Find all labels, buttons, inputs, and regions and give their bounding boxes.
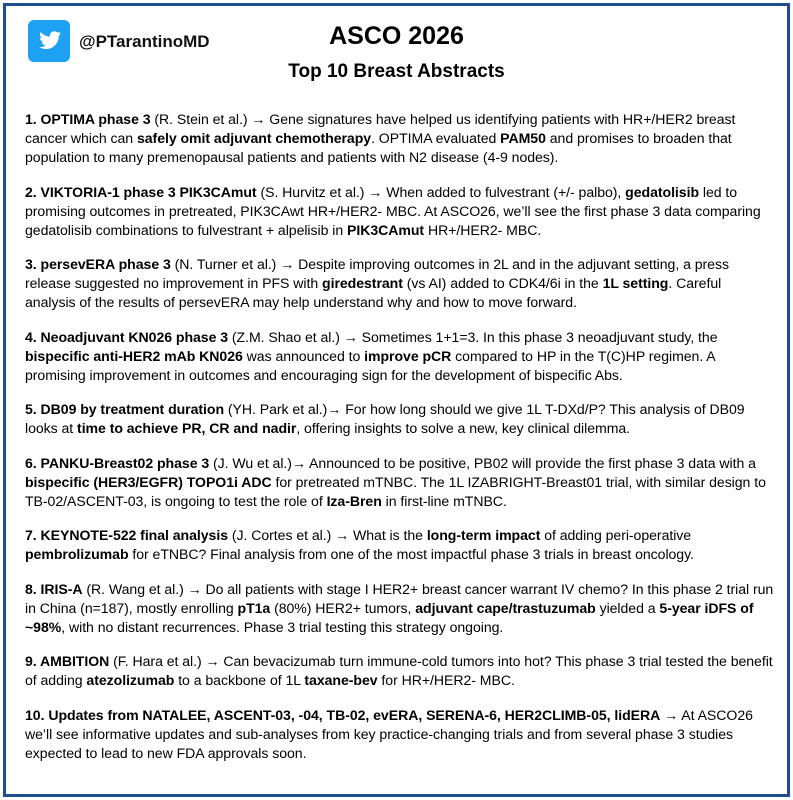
abstract-highlight: DB09 by treatment duration [36,401,225,417]
abstract-highlight: long-term impact [426,527,541,543]
abstract-text: . OPTIMA evaluated [371,130,501,146]
abstract-highlight: safely omit adjuvant chemotherapy [136,130,372,146]
abstract-text: was announced to [242,347,365,364]
abstract-highlight: adjuvant cape/trastuzumab [415,599,596,616]
page-subtitle: Top 10 Breast Abstracts [288,61,505,82]
abstract-text: to a backbone of 1L [174,672,305,688]
abstract-highlight: Updates from NATALEE, ASCENT-03, -04, TB-02, evERA, SERENA-6, HER2CLIMB-05, lidERA [44,706,661,723]
abstract-text: (N. Turner et al.) → Despite improving outcomes in 2L and in the adjuvant setting, a press release suggested no improvement in PFS with [25,256,729,291]
abstract-item [25,580,775,637]
abstract-number: 7. [25,527,37,543]
abstract-text: → At ASCO26 we’ll see informative updates and sub-analyses from key practice-changing trials and from several phase 3 studies expected to lead to new FDA approvals soon. [25,706,753,761]
abstract-highlight: PANKU-Breast02 phase 3 [36,454,210,471]
abstract-highlight: Iza-Bren [326,492,382,509]
abstract-text: and promises to broaden that population to many premenopausal patients and patients with N2 disease (4-9 nodes). [25,130,732,165]
abstract-item [25,183,775,240]
abstract-item [25,526,775,564]
abstract-highlight: taxane-bev [304,672,378,688]
abstract-number: 3. [25,256,37,272]
abstract-text: (80%) HER2+ tumors, [270,599,416,616]
abstract-highlight: giredestrant [322,275,403,291]
abstract-item [25,652,775,690]
abstract-text: , with no distant recurrences. Phase 3 trial testing this strategy ongoing. [61,618,504,635]
abstract-item [25,454,775,511]
abstract-highlight: persevERA phase 3 [36,256,171,272]
abstract-number: 4. [25,328,37,345]
abstract-text: for pretreated mTNBC. The 1L IZABRIGHT-Breast01 trial, with similar design to TB-02/ASCENT-03, is ongoing to test the role of [25,473,766,509]
abstract-item [25,328,775,385]
abstract-number: 5. [25,401,37,417]
abstract-highlight: gedatolisib [625,183,700,200]
abstract-item [25,706,775,763]
abstract-text: (vs AI) added to CDK4/6i in the [402,275,603,291]
abstract-text: in first-line mTNBC. [381,492,507,509]
abstract-item [25,110,775,167]
abstract-item [25,400,775,438]
header [6,6,787,98]
abstract-list [25,110,775,778]
abstract-text: (J. Wu et al.)→ Announced to be positive, PB02 will provide the first phase 3 data with a [209,454,756,471]
abstract-highlight: OPTIMA phase 3 [36,111,151,127]
abstract-number: 10. [25,706,45,723]
abstract-text: of adding peri-operative [540,527,692,543]
abstract-text: (YH. Park et al.)→ For how long should we give 1L T-DXd/P? This analysis of DB09 looks at [25,401,745,436]
abstract-text: (R. Wang et al.) → Do all patients with stage I HER2+ breast cancer warrant IV chemo? In this phase 2 trial run in China (n=187), mostly enrolling [25,580,774,616]
abstract-item [25,255,775,312]
abstract-number: 1. [25,111,37,127]
abstract-highlight: IRIS-A [36,580,83,597]
abstract-highlight: bispecific anti-HER2 mAb KN026 [25,347,243,364]
abstract-highlight: pT1a [237,599,271,616]
abstract-text: HR+/HER2- MBC. [424,221,542,238]
abstract-highlight: 1L setting [602,275,669,291]
abstract-text: (F. Hara et al.) → Can bevacizumab turn immune-cold tumors into hot? This phase 3 trial tested the benefit of adding [25,653,773,688]
abstract-highlight: AMBITION [36,653,110,669]
abstract-text: . Careful analysis of the results of persevERA may help understand why and how to move forward. [25,275,722,310]
abstract-number: 8. [25,580,37,597]
abstract-text: (J. Cortes et al.) → What is the [228,527,427,543]
abstract-number: 2. [25,183,37,200]
abstract-text: yielded a [595,599,660,616]
abstract-text: for eTNBC? Final analysis from one of the most impactful phase 3 trials in breast oncology. [128,546,694,562]
abstract-number: 9. [25,653,37,669]
abstract-text: (R. Stein et al.) → Gene signatures have helped us identifying patients with HR+/HER2 breast cancer which can [25,111,736,146]
abstract-highlight: PAM50 [500,130,546,146]
abstract-highlight: atezolizumab [86,672,175,688]
abstract-highlight: improve pCR [364,347,452,364]
abstract-text: for HR+/HER2- MBC. [377,672,515,688]
abstract-highlight: Neoadjuvant KN026 phase 3 [36,328,229,345]
abstract-text: (S. Hurvitz et al.) → When added to fulvestrant (+/- palbo), [256,183,626,200]
abstract-number: 6. [25,454,37,471]
author-handle: @PTarantinoMD [79,32,210,51]
abstract-text: (Z.M. Shao et al.) → Sometimes 1+1=3. In this phase 3 neoadjuvant study, the [228,328,718,345]
abstracts-card [3,3,790,797]
abstract-highlight: time to achieve PR, CR and nadir [77,420,297,436]
abstract-highlight: KEYNOTE-522 final analysis [36,527,228,543]
abstract-highlight: VIKTORIA-1 phase 3 PIK3CAmut [36,183,257,200]
abstract-text: led to promising outcomes in pretreated, PIK3CAwt HR+/HER2- MBC. At ASCO26, we’ll see the first phase 3 data comparing gedatolisib combinations to fulvestrant + alpelisib in [25,183,761,238]
abstract-text: compared to HP in the T(C)HP regimen. A promising improvement in outcomes and encouraging sign for the development of bispecific Abs. [25,347,715,383]
page-title: ASCO 2026 [329,22,464,50]
abstract-highlight: bispecific (HER3/EGFR) TOPO1i ADC [25,473,272,490]
abstract-text: , offering insights to solve a new, key clinical dilemma. [296,420,631,436]
abstract-highlight: 5-year iDFS of ~98% [25,599,754,635]
abstract-highlight: PIK3CAmut [347,221,425,238]
abstract-highlight: pembrolizumab [25,546,129,562]
